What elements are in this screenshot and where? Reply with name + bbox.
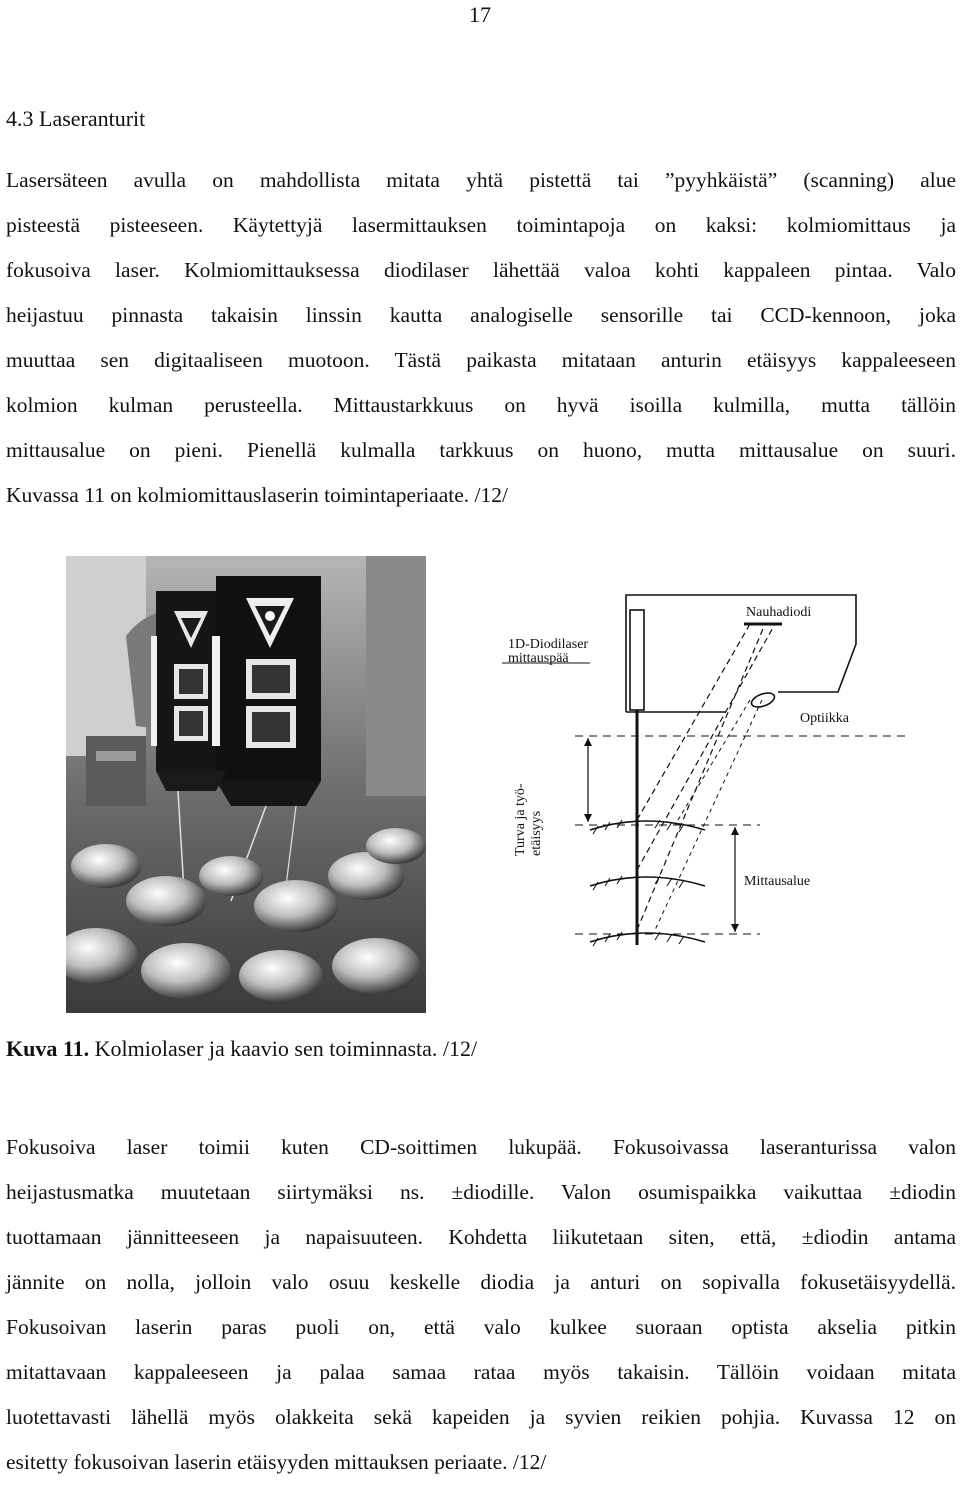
figure-caption — [6, 1036, 477, 1062]
paragraph-line: mittausalue on pieni. Pienellä kulmalla tarkkuus on huono, mutta mittausalue on suuri. — [6, 438, 956, 462]
paragraph-line: mitattavaan kappaleeseen ja palaa samaa rataa myös takaisin. Tällöin voidaan mitata — [6, 1360, 956, 1384]
label-diodilaser: 1D-Diodilaser — [508, 637, 589, 652]
paragraph-line: jännite on nolla, jolloin valo osuu keskelle diodia ja anturi on sopivalla fokusetäisyydellä. — [6, 1270, 956, 1294]
paragraph-line: muuttaa sen digitaaliseen muotoon. Tästä paikasta mitataan anturin etäisyys kappaleeseen — [6, 348, 956, 372]
paragraph-line: heijastuu pinnasta takaisin linssin kautta analogiselle sensorille tai CCD-kennoon, joka — [6, 303, 956, 327]
page-number: 17 — [469, 2, 491, 27]
paragraph-line: fokusoiva laser. Kolmiomittauksessa diodilaser lähettää valoa kohti kappaleen pintaa. Valo — [6, 258, 956, 282]
label-optiikka: Optiikka — [800, 711, 849, 726]
paragraph-focusing — [6, 1125, 956, 1485]
label-mittausalue: Mittausalue — [744, 874, 811, 889]
paragraph-line: Kuvassa 11 on kolmiomittauslaserin toimintaperiaate. /12/ — [6, 483, 508, 507]
paragraph-line: Fokusoiva laser toimii kuten CD-soittimen lukupää. Fokusoivassa laseranturissa valon — [6, 1135, 956, 1159]
paragraph-line: esitetty fokusoivan laserin etäisyyden mittauksen periaate. /12/ — [6, 1450, 547, 1474]
label-mittauspaa: mittauspää — [508, 651, 569, 666]
label-etaisyys: etäisyys — [529, 810, 544, 856]
paragraph-line: kolmion kulman perusteella. Mittaustarkkuus on hyvä isoilla kulmilla, mutta tällöin — [6, 393, 956, 417]
triangulation-diagram — [480, 560, 920, 1000]
label-turva: Turva ja työ- — [513, 783, 528, 856]
paragraph-triangulation — [6, 158, 956, 518]
paragraph-line: pisteestä pisteeseen. Käytettyjä lasermittauksen toimintapoja on kaksi: kolmiomittaus ja — [6, 213, 956, 237]
section-heading: 4.3 Laseranturit — [6, 106, 146, 131]
paragraph-line: Fokusoivan laserin paras puoli on, että valo kulkee suoraan optista akselia pitkin — [6, 1315, 956, 1339]
laser-sensor-photo — [66, 556, 426, 1013]
paragraph-line: luotettavasti lähellä myös olakkeita sekä kapeiden ja syvien reikien pohjia. Kuvassa 12 on — [6, 1405, 956, 1429]
paragraph-line: heijastusmatka muutetaan siirtymäksi ns. ±diodille. Valon osumispaikka vaikuttaa ±diodin — [6, 1180, 956, 1204]
label-nauhadiodi: Nauhadiodi — [746, 605, 812, 620]
triangulation-diagram-graphic — [480, 560, 920, 1000]
paragraph-line: tuottamaan jännitteeseen ja napaisuuteen. Kohdetta liikutetaan siten, että, ±diodin antama — [6, 1225, 956, 1249]
figure-caption-label: Kuva 11. — [6, 1036, 90, 1061]
figure-caption-text: Kolmiolaser ja kaavio sen toiminnasta. /12/ — [89, 1036, 478, 1061]
paragraph-line: Lasersäteen avulla on mahdollista mitata yhtä pistettä tai ”pyyhkäistä” (scanning) alue — [6, 168, 956, 192]
laser-sensor-photo-graphic — [66, 556, 426, 1013]
